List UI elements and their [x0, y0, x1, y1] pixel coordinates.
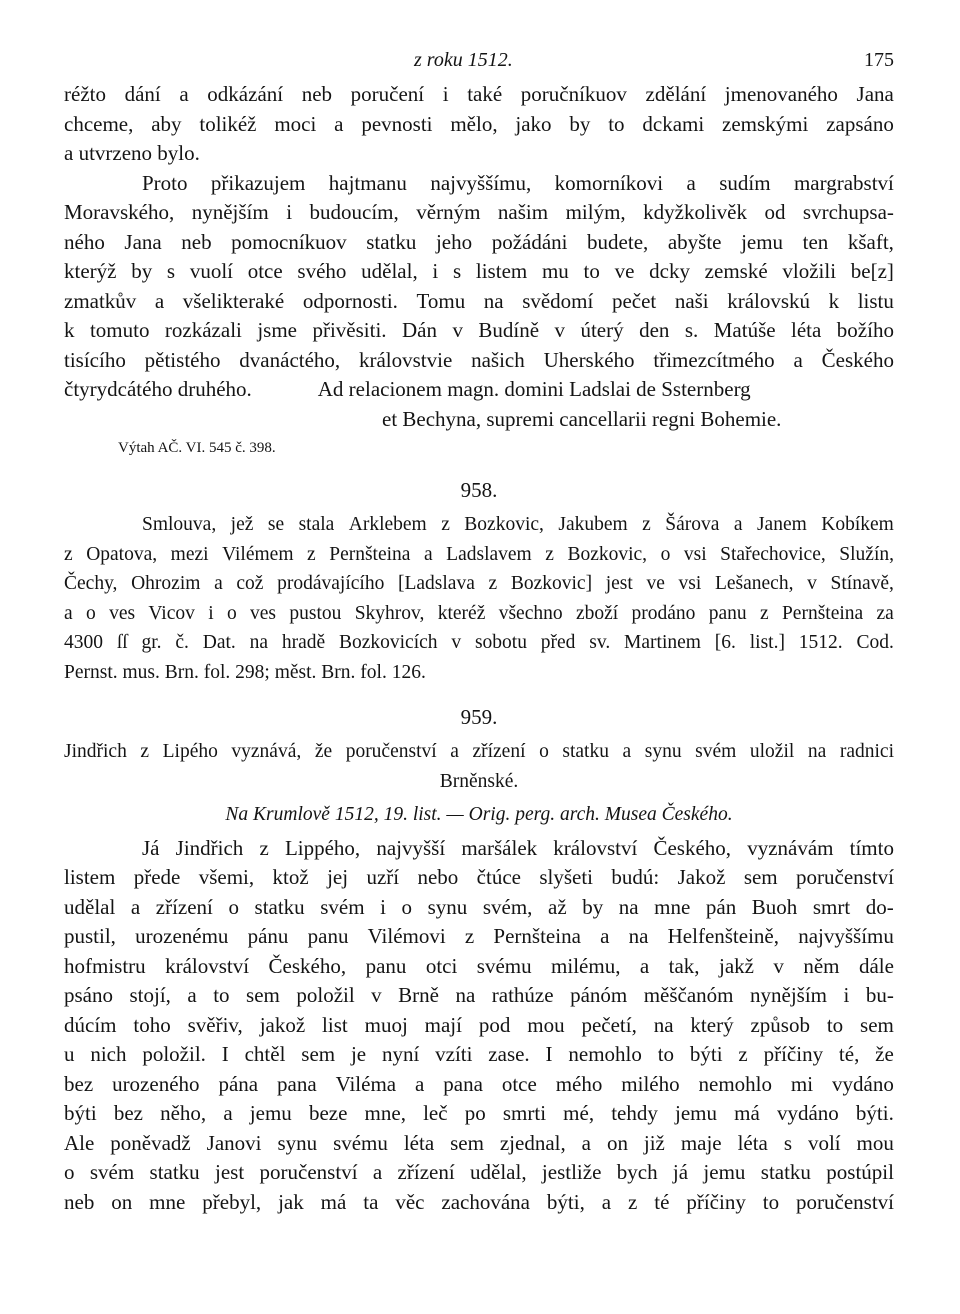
source-note: Na Krumlově 1512, 19. list. — Orig. perg. arch. Musea Českého.	[225, 804, 733, 825]
doc-957-text	[64, 80, 894, 460]
text-line: a utvrzeno bylo.	[64, 141, 200, 165]
text-line: neb on mne přebyl, jak má ta věc zachována býti, a z té příčiny to poručenství	[64, 1189, 894, 1214]
document-page	[64, 40, 894, 1217]
text-line: z Opatova, mezi Vilémem z Pernšteina a Ladslavem z Bozkovic, o vsi Stařechovice, Služín,	[64, 543, 894, 565]
summary-line: Jindřich z Lipého vyznává, že poručenství a zřízení o statku a synu svém uložil na radnici	[64, 741, 894, 762]
text-line: bez urozeného pána pana Viléma a pana otce mého milého nemohlo mi vydáno	[64, 1071, 894, 1096]
signature-right: Ad relacionem magn. domini Ladslai de Ssternberg	[317, 377, 751, 401]
text-line: Moravského, nynějším i budoucím, věrným našim milým, kdyžkolivěk od svrchupsa-	[64, 200, 894, 224]
text-line: Proto přikazujem hajtmanu najvyššímu, komorníkovi a sudím margrabství	[142, 170, 894, 195]
text-line: psáno stojí, a to sem položil v Brně na rathúze pánóm měščanóm nynějším i bu-	[64, 983, 894, 1007]
text-line: o svém statku jest poručenství a zřízení udělal, jestliže bych já jemu statku postúpil	[64, 1160, 894, 1184]
doc-959-summary	[64, 737, 894, 830]
text-line: ného Jana neb pomocníkuov statku jeho požádáni budete, abyšte jemu ten kšaft,	[64, 229, 894, 254]
text-line: listem přede všemi, ktož jej uzří nebo čtúce slyšeti budú: Jakož sem poručenství	[64, 865, 894, 889]
text-line: k tomuto rozkázali jsme přivěsiti. Dán v Budíně v úterý den s. Matúše léta božího	[64, 318, 894, 342]
page-number: 175	[864, 49, 894, 71]
text-line: Ale poněvadž Janovi synu svému léta sem zjednal, a on již maje léta s volí mou	[64, 1130, 894, 1155]
doc-number-959: 959.	[460, 705, 498, 729]
text-line: dúcím toho svěřiv, jakož list muoj mají pod mou pečetí, na který způsob to sem	[64, 1012, 894, 1037]
doc-number-958: 958.	[460, 478, 498, 502]
text-line: hofmistru království Českého, panu otci svému milému, a tak, jakž v něm dále	[64, 953, 894, 978]
page-header	[64, 40, 894, 80]
doc-959-text	[64, 834, 894, 1218]
doc-958-text	[64, 510, 894, 687]
summary-line: Brněnské.	[439, 770, 519, 792]
text-line: chceme, aby tolikéž moci a pevnosti mělo, jako by to dckami zemskými zapsáno	[64, 111, 894, 136]
text-line: Já Jindřich z Lippého, najvyšší maršálek království Českého, vyznávám tímto	[142, 835, 894, 860]
signature-right-2: et Bechyna, supremi cancellarii regni Bohemie.	[382, 406, 782, 431]
text-line: réžto dání a odkázání neb poručení i také poručníkuov zdělání jmenovaného Jana	[64, 82, 894, 106]
text-line: Pernst. mus. Brn. fol. 298; měst. Brn. fol. 126.	[64, 661, 426, 683]
text-line: udělal a zřízení o statku svém i o synu svém, až by na mne pán Buoh smrt do-	[64, 894, 894, 919]
text-line: tisícího pětistého dvanáctého, královstvie našich Uherského třimezcítmého a Českého	[64, 347, 894, 372]
signature-left: čtyrydcátého druhého.	[64, 377, 252, 401]
text-line: Čechy, Ohrozim a což prodávajícího [Ladslava z Bozkovic] jest ve vsi Lešanech, v Stínavě,	[64, 573, 894, 594]
text-line: 4300 ſſ gr. č. Dat. na hradě Bozkovicích v sobotu před sv. Martinem [6. list.] 1512. Cod.	[64, 632, 894, 653]
header-date: z roku 1512.	[414, 49, 513, 71]
text-line: kterýž by s vuolí otce svého udělal, i s listem mu to ve dcky zemské vložili be[z]	[64, 259, 894, 283]
text-line: pustil, urozenému pánu panu Vilémovi z Pernšteina a na Helfenšteině, najvyššímu	[64, 924, 894, 948]
text-line: zmatkův a všelikteraké odpornosti. Tomu na svědomí pečet naši královskú k listu	[64, 288, 894, 313]
text-line: býti bez něho, a jemu beze mne, leč po smrti mé, tehdy jemu má vydáno býti.	[64, 1101, 894, 1125]
signature-line	[64, 375, 894, 405]
text-line: a o ves Vicov i o ves pustou Skyhrov, kteréž všechno zboží prodáno panu z Pernšteina za	[64, 602, 894, 624]
text-line: u nich položil. I chtěl sem je nyní vzíti zase. I nemohlo to býti z příčiny té, že	[64, 1042, 894, 1066]
source-note: Výtah AČ. VI. 545 č. 398.	[118, 440, 276, 456]
text-line: Smlouva, jež se stala Arklebem z Bozkovic, Jakubem z Šárova a Janem Kobíkem	[142, 514, 894, 535]
